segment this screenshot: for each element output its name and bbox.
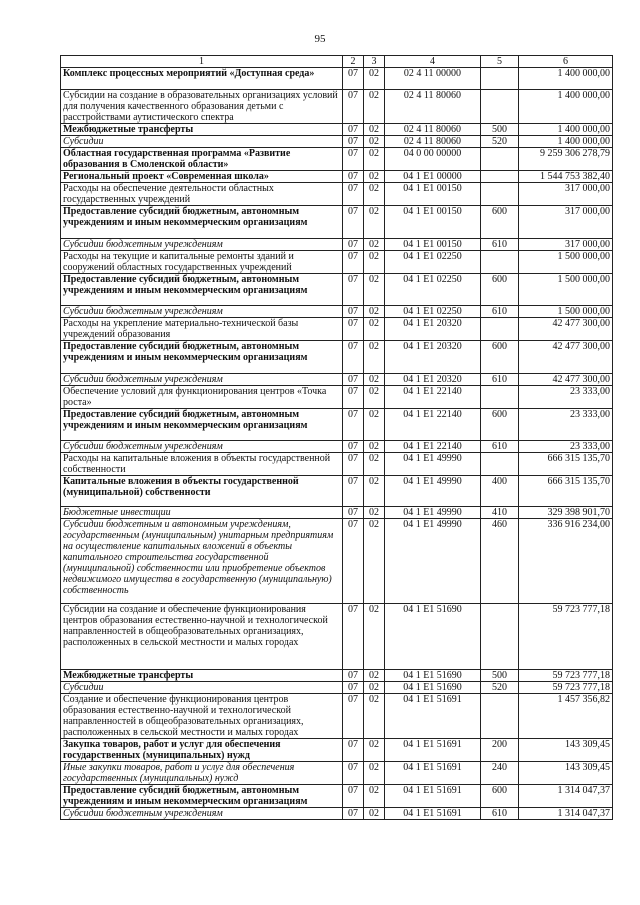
table-row	[61, 183, 613, 206]
table-row	[61, 306, 613, 318]
row-section: 07	[343, 90, 364, 124]
row-target-code: 04 1 E1 49990	[385, 507, 481, 519]
row-section: 07	[343, 785, 364, 808]
row-section: 07	[343, 136, 364, 148]
row-subsection: 02	[364, 409, 385, 441]
row-subsection: 02	[364, 318, 385, 341]
row-section: 07	[343, 739, 364, 762]
row-amount: 1 314 047,37	[519, 785, 613, 808]
row-section: 07	[343, 519, 364, 604]
column-header-2: 2	[343, 56, 364, 68]
row-expense-type: 520	[481, 136, 519, 148]
table-row	[61, 762, 613, 785]
column-header-5: 5	[481, 56, 519, 68]
row-target-code: 04 1 E1 51691	[385, 785, 481, 808]
row-expense-type: 410	[481, 507, 519, 519]
row-amount: 1 544 753 382,40	[519, 171, 613, 183]
row-amount: 23 333,00	[519, 409, 613, 441]
table-row	[61, 519, 613, 604]
row-name: Расходы на обеспечение деятельности областных государственных учреждений	[61, 183, 343, 206]
column-header-4: 4	[385, 56, 481, 68]
row-expense-type: 610	[481, 374, 519, 386]
row-amount: 23 333,00	[519, 441, 613, 453]
row-target-code: 02 4 11 80060	[385, 136, 481, 148]
column-header-6: 6	[519, 56, 613, 68]
row-expense-type: 500	[481, 124, 519, 136]
row-target-code: 02 4 11 00000	[385, 68, 481, 90]
table-row	[61, 476, 613, 507]
row-subsection: 02	[364, 762, 385, 785]
row-subsection: 02	[364, 386, 385, 409]
row-subsection: 02	[364, 183, 385, 206]
row-subsection: 02	[364, 171, 385, 183]
table-row	[61, 274, 613, 306]
row-name: Региональный проект «Современная школа»	[61, 171, 343, 183]
row-expense-type	[481, 453, 519, 476]
table-row	[61, 441, 613, 453]
row-target-code: 04 1 E1 51691	[385, 762, 481, 785]
row-expense-type: 610	[481, 239, 519, 251]
table-row	[61, 670, 613, 682]
row-amount: 143 309,45	[519, 739, 613, 762]
row-subsection: 02	[364, 68, 385, 90]
row-section: 07	[343, 124, 364, 136]
row-amount: 317 000,00	[519, 183, 613, 206]
row-section: 07	[343, 694, 364, 739]
row-subsection: 02	[364, 694, 385, 739]
row-section: 07	[343, 341, 364, 374]
row-subsection: 02	[364, 136, 385, 148]
row-section: 07	[343, 68, 364, 90]
table-row	[61, 148, 613, 171]
row-amount: 42 477 300,00	[519, 341, 613, 374]
row-subsection: 02	[364, 682, 385, 694]
table-row	[61, 136, 613, 148]
row-section: 07	[343, 251, 364, 274]
row-amount: 1 314 047,37	[519, 808, 613, 820]
row-amount: 317 000,00	[519, 239, 613, 251]
row-target-code: 04 1 E1 00150	[385, 183, 481, 206]
row-name: Субсидии на создание и обеспечение функционирования центров образования естественно-научной и технологической направленностей в общеобразовательных организациях, расположенных в сельской местности и малых городах	[61, 604, 343, 670]
row-target-code: 04 1 E1 22140	[385, 409, 481, 441]
row-section: 07	[343, 171, 364, 183]
row-subsection: 02	[364, 90, 385, 124]
table-row	[61, 341, 613, 374]
row-name: Бюджетные инвестиции	[61, 507, 343, 519]
row-target-code: 04 1 E1 00150	[385, 206, 481, 239]
header-row	[61, 56, 613, 68]
row-target-code: 04 1 E1 22140	[385, 386, 481, 409]
row-amount: 42 477 300,00	[519, 374, 613, 386]
row-amount: 59 723 777,18	[519, 670, 613, 682]
row-subsection: 02	[364, 519, 385, 604]
table-row	[61, 785, 613, 808]
table-row	[61, 453, 613, 476]
row-name: Предоставление субсидий бюджетным, автономным учреждениям и иным некоммерческим организациям	[61, 341, 343, 374]
row-subsection: 02	[364, 124, 385, 136]
row-subsection: 02	[364, 785, 385, 808]
row-amount: 1 500 000,00	[519, 251, 613, 274]
row-target-code: 04 1 E1 00150	[385, 239, 481, 251]
row-amount: 666 315 135,70	[519, 476, 613, 507]
table-row	[61, 318, 613, 341]
row-target-code: 04 1 E1 20320	[385, 341, 481, 374]
row-name: Субсидии бюджетным учреждениям	[61, 306, 343, 318]
row-expense-type	[481, 251, 519, 274]
row-name: Субсидии на создание в образовательных организациях условий для получения качественного образования детьми с расстройствами аутистического спектра	[61, 90, 343, 124]
row-subsection: 02	[364, 341, 385, 374]
row-expense-type	[481, 183, 519, 206]
row-section: 07	[343, 148, 364, 171]
row-section: 07	[343, 670, 364, 682]
row-target-code: 04 1 E1 20320	[385, 318, 481, 341]
row-expense-type	[481, 90, 519, 124]
row-subsection: 02	[364, 670, 385, 682]
row-name: Закупка товаров, работ и услуг для обеспечения государственных (муниципальных) нужд	[61, 739, 343, 762]
row-amount: 317 000,00	[519, 206, 613, 239]
table-row	[61, 682, 613, 694]
table-row	[61, 206, 613, 239]
row-amount: 59 723 777,18	[519, 604, 613, 670]
row-subsection: 02	[364, 808, 385, 820]
row-target-code: 04 1 E1 49990	[385, 519, 481, 604]
row-section: 07	[343, 604, 364, 670]
column-header-3: 3	[364, 56, 385, 68]
row-expense-type: 400	[481, 476, 519, 507]
row-section: 07	[343, 183, 364, 206]
row-section: 07	[343, 306, 364, 318]
row-target-code: 02 4 11 80060	[385, 124, 481, 136]
table-row	[61, 808, 613, 820]
table-row	[61, 374, 613, 386]
row-expense-type: 200	[481, 739, 519, 762]
row-target-code: 04 1 E1 51691	[385, 694, 481, 739]
row-target-code: 04 1 E1 22140	[385, 441, 481, 453]
row-target-code: 04 1 E1 51690	[385, 682, 481, 694]
row-expense-type	[481, 604, 519, 670]
row-name: Иные закупки товаров, работ и услуг для обеспечения государственных (муниципальных) нужд	[61, 762, 343, 785]
row-name: Предоставление субсидий бюджетным, автономным учреждениям и иным некоммерческим организациям	[61, 206, 343, 239]
row-name: Создание и обеспечение функционирования центров образования естественно-научной и технологической направленностей в общеобразовательных организациях, расположенных в сельской местности и малых городах	[61, 694, 343, 739]
row-subsection: 02	[364, 441, 385, 453]
row-section: 07	[343, 409, 364, 441]
row-subsection: 02	[364, 453, 385, 476]
row-expense-type: 610	[481, 808, 519, 820]
row-target-code: 04 1 E1 02250	[385, 251, 481, 274]
row-name: Субсидии бюджетным учреждениям	[61, 808, 343, 820]
row-name: Областная государственная программа «Развитие образования в Смоленской области»	[61, 148, 343, 171]
row-expense-type: 600	[481, 409, 519, 441]
row-amount: 59 723 777,18	[519, 682, 613, 694]
row-amount: 23 333,00	[519, 386, 613, 409]
table-row	[61, 124, 613, 136]
row-section: 07	[343, 318, 364, 341]
row-section: 07	[343, 507, 364, 519]
row-subsection: 02	[364, 239, 385, 251]
page-number: 95	[314, 33, 326, 45]
row-expense-type: 500	[481, 670, 519, 682]
row-subsection: 02	[364, 306, 385, 318]
row-section: 07	[343, 239, 364, 251]
row-name: Субсидии бюджетным учреждениям	[61, 239, 343, 251]
row-subsection: 02	[364, 206, 385, 239]
row-amount: 42 477 300,00	[519, 318, 613, 341]
row-name: Межбюджетные трансферты	[61, 670, 343, 682]
row-amount: 336 916 234,00	[519, 519, 613, 604]
row-amount: 1 400 000,00	[519, 124, 613, 136]
table-row	[61, 386, 613, 409]
table-row	[61, 239, 613, 251]
row-target-code: 04 1 E1 20320	[385, 374, 481, 386]
budget-table	[60, 55, 613, 820]
row-subsection: 02	[364, 476, 385, 507]
row-name: Субсидии бюджетным и автономным учреждениям, государственным (муниципальным) унитарным предприятиям на осуществление капитальных вложений в объекты капитального строительства государственной (муниципальной) собственности или приобретение объектов недвижимого имущества в государственную (муниципальную) собственность	[61, 519, 343, 604]
row-amount: 1 457 356,82	[519, 694, 613, 739]
row-expense-type	[481, 148, 519, 171]
row-section: 07	[343, 274, 364, 306]
row-target-code: 04 1 E1 49990	[385, 476, 481, 507]
row-expense-type: 600	[481, 274, 519, 306]
row-target-code: 04 1 E1 00000	[385, 171, 481, 183]
row-expense-type: 520	[481, 682, 519, 694]
row-target-code: 04 1 E1 51691	[385, 739, 481, 762]
row-name: Расходы на текущие и капитальные ремонты зданий и сооружений областных государственных учреждений	[61, 251, 343, 274]
row-target-code: 04 1 E1 51690	[385, 670, 481, 682]
row-section: 07	[343, 441, 364, 453]
row-name: Субсидии бюджетным учреждениям	[61, 374, 343, 386]
row-name: Предоставление субсидий бюджетным, автономным учреждениям и иным некоммерческим организациям	[61, 409, 343, 441]
row-amount: 1 400 000,00	[519, 68, 613, 90]
row-expense-type: 600	[481, 206, 519, 239]
row-name: Межбюджетные трансферты	[61, 124, 343, 136]
row-section: 07	[343, 476, 364, 507]
row-expense-type	[481, 68, 519, 90]
row-subsection: 02	[364, 274, 385, 306]
row-target-code: 04 1 E1 02250	[385, 274, 481, 306]
row-target-code: 04 0 00 00000	[385, 148, 481, 171]
row-name: Расходы на укрепление материально-технической базы учреждений образования	[61, 318, 343, 341]
row-expense-type: 600	[481, 341, 519, 374]
row-expense-type: 600	[481, 785, 519, 808]
row-subsection: 02	[364, 374, 385, 386]
table-row	[61, 739, 613, 762]
table-row	[61, 68, 613, 90]
row-name: Субсидии	[61, 682, 343, 694]
row-amount: 1 400 000,00	[519, 136, 613, 148]
row-name: Капитальные вложения в объекты государственной (муниципальной) собственности	[61, 476, 343, 507]
table-row	[61, 604, 613, 670]
table-row	[61, 507, 613, 519]
row-subsection: 02	[364, 739, 385, 762]
row-name: Обеспечение условий для функционирования центров «Точка роста»	[61, 386, 343, 409]
row-expense-type: 460	[481, 519, 519, 604]
row-name: Предоставление субсидий бюджетным, автономным учреждениям и иным некоммерческим организациям	[61, 274, 343, 306]
row-amount: 329 398 901,70	[519, 507, 613, 519]
table-row	[61, 251, 613, 274]
row-section: 07	[343, 206, 364, 239]
row-amount: 1 500 000,00	[519, 274, 613, 306]
row-section: 07	[343, 386, 364, 409]
row-name: Субсидии	[61, 136, 343, 148]
row-target-code: 02 4 11 80060	[385, 90, 481, 124]
row-amount: 1 400 000,00	[519, 90, 613, 124]
row-expense-type: 610	[481, 441, 519, 453]
row-section: 07	[343, 808, 364, 820]
row-target-code: 04 1 E1 02250	[385, 306, 481, 318]
row-target-code: 04 1 E1 51690	[385, 604, 481, 670]
row-section: 07	[343, 682, 364, 694]
table-body	[61, 68, 613, 820]
table-row	[61, 409, 613, 441]
row-expense-type	[481, 386, 519, 409]
table-row	[61, 90, 613, 124]
row-subsection: 02	[364, 251, 385, 274]
row-subsection: 02	[364, 148, 385, 171]
row-subsection: 02	[364, 507, 385, 519]
row-target-code: 04 1 E1 51691	[385, 808, 481, 820]
column-header-1: 1	[61, 56, 343, 68]
row-name: Предоставление субсидий бюджетным, автономным учреждениям и иным некоммерческим организациям	[61, 785, 343, 808]
row-section: 07	[343, 453, 364, 476]
row-expense-type	[481, 171, 519, 183]
row-expense-type: 610	[481, 306, 519, 318]
row-expense-type	[481, 318, 519, 341]
row-section: 07	[343, 374, 364, 386]
table-row	[61, 171, 613, 183]
table-row	[61, 694, 613, 739]
row-expense-type: 240	[481, 762, 519, 785]
row-subsection: 02	[364, 604, 385, 670]
row-amount: 9 259 306 278,79	[519, 148, 613, 171]
row-target-code: 04 1 E1 49990	[385, 453, 481, 476]
row-amount: 143 309,45	[519, 762, 613, 785]
row-name: Комплекс процессных мероприятий «Доступная среда»	[61, 68, 343, 90]
row-name: Расходы на капитальные вложения в объекты государственной собственности	[61, 453, 343, 476]
row-expense-type	[481, 694, 519, 739]
row-section: 07	[343, 762, 364, 785]
row-amount: 666 315 135,70	[519, 453, 613, 476]
row-amount: 1 500 000,00	[519, 306, 613, 318]
row-name: Субсидии бюджетным учреждениям	[61, 441, 343, 453]
